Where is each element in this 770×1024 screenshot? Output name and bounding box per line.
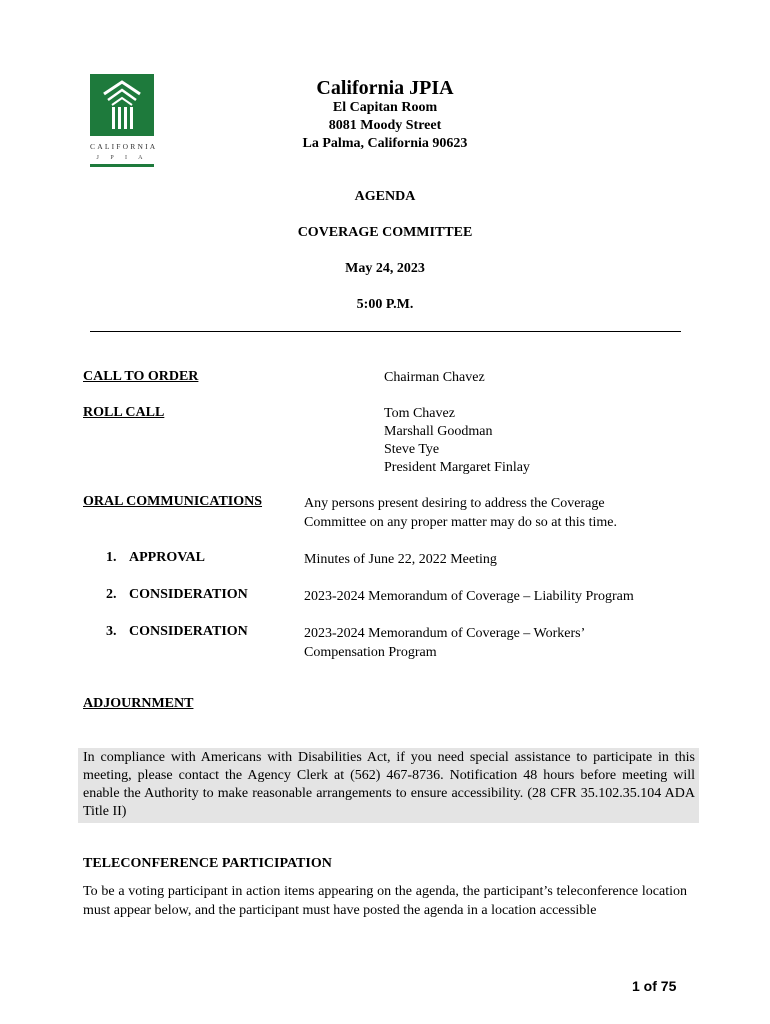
- roll-call-member: Tom Chavez: [384, 406, 455, 421]
- agenda-item-number: 3.: [106, 624, 117, 639]
- roll-call-member: President Margaret Finlay: [384, 460, 530, 475]
- oral-communications-text: Any persons present desiring to address the Coverage Committee on any proper matter may do so at this time.: [304, 496, 617, 530]
- oral-communications-label: ORAL COMMUNICATIONS: [83, 494, 263, 509]
- roll-call-label: ROLL CALL: [83, 405, 165, 420]
- agenda-item-name: CONSIDERATION: [129, 587, 248, 602]
- agenda-item-number: 1.: [106, 550, 117, 565]
- agenda-item-description: 2023-2024 Memorandum of Coverage – Liability Program: [304, 589, 634, 604]
- meeting-room: El Capitan Room: [332, 100, 438, 115]
- logo-underline: [90, 164, 154, 167]
- agenda-item-description: Minutes of June 22, 2022 Meeting: [304, 552, 497, 567]
- agenda-item-number: 2.: [106, 587, 117, 602]
- committee-name: COVERAGE COMMITTEE: [297, 225, 473, 240]
- logo-wordmark: CALIFORNIA: [90, 142, 158, 151]
- document-type: AGENDA: [354, 189, 416, 204]
- page-number: 1 of 75: [632, 978, 677, 994]
- roll-call-member: Steve Tye: [384, 442, 440, 457]
- agenda-item-description: 2023-2024 Memorandum of Coverage – Workers’ Compensation Program: [304, 626, 585, 660]
- roll-call-member: Marshall Goodman: [384, 424, 493, 439]
- agenda-item-name: CONSIDERATION: [129, 624, 248, 639]
- call-to-order-label: CALL TO ORDER: [83, 369, 199, 384]
- teleconference-heading: TELECONFERENCE PARTICIPATION: [83, 856, 332, 871]
- meeting-time: 5:00 P.M.: [356, 297, 414, 312]
- agenda-item-name: APPROVAL: [129, 550, 205, 565]
- adjournment-label: ADJOURNMENT: [83, 696, 194, 711]
- header-divider: [90, 331, 681, 332]
- city-address: La Palma, California 90623: [302, 136, 468, 151]
- teleconference-text: To be a voting participant in action items appearing on the agenda, the participant’s teleconference location must appear below, and the participant must have posted the agenda in a location accessible: [83, 884, 687, 918]
- street-address: 8081 Moody Street: [328, 118, 442, 133]
- logo-subwordmark: J P I A: [96, 155, 148, 161]
- ada-notice: In compliance with Americans with Disabilities Act, if you need special assistance to participate in this meeting, please contact the Agency Clerk at (562) 467-8736. Notification 48 hours before meeting will enable the Authority to make reasonable arrangements to ensure accessibility. (28 CFR 35.102.35.104 ADA Title II): [78, 748, 699, 823]
- meeting-date: May 24, 2023: [345, 261, 425, 276]
- call-to-order-value: Chairman Chavez: [384, 370, 485, 385]
- roll-call-members: [384, 405, 530, 477]
- organization-title: California JPIA: [316, 77, 454, 99]
